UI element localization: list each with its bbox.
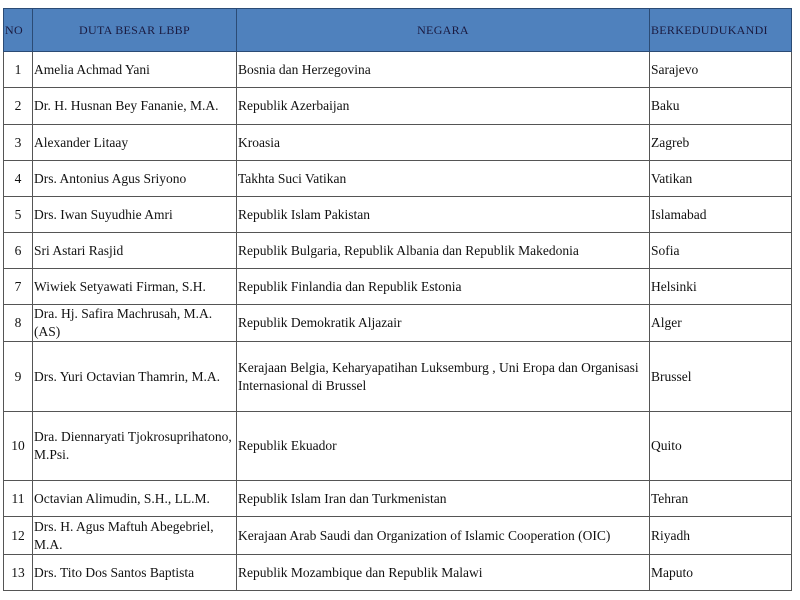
ambassador-name: Drs. Iwan Suyudhie Amri [33,197,237,233]
table-row [4,233,792,269]
table-row [4,88,792,125]
ambassador-name: Dra. Hj. Safira Machrusah, M.A. (AS) [33,305,237,342]
ambassador-name: Amelia Achmad Yani [33,52,237,88]
row-number: 4 [4,161,33,197]
seat-city: Tehran [650,481,792,517]
country: Republik Mozambique dan Republik Malawi [237,555,650,591]
row-number: 7 [4,269,33,305]
country: Republik Islam Pakistan [237,197,650,233]
ambassador-name: Drs. H. Agus Maftuh Abegebriel, M.A. [33,517,237,555]
row-number: 12 [4,517,33,555]
country: Kroasia [237,125,650,161]
row-number: 9 [4,342,33,412]
table-row [4,555,792,591]
country: Republik Ekuador [237,412,650,481]
seat-city: Alger [650,305,792,342]
ambassador-name: Drs. Tito Dos Santos Baptista [33,555,237,591]
column-header-ambassador: DUTA BESAR LBBP [33,9,237,52]
country: Republik Islam Iran dan Turkmenistan [237,481,650,517]
country: Republik Azerbaijan [237,88,650,125]
country: Republik Finlandia dan Republik Estonia [237,269,650,305]
seat-city: Helsinki [650,269,792,305]
seat-city: Sofia [650,233,792,269]
seat-city: Baku [650,88,792,125]
ambassador-table [3,8,792,591]
seat-city: Zagreb [650,125,792,161]
country: Kerajaan Arab Saudi dan Organization of Islamic Cooperation (OIC) [237,517,650,555]
ambassador-name: Drs. Yuri Octavian Thamrin, M.A. [33,342,237,412]
ambassador-name: Octavian Alimudin, S.H., LL.M. [33,481,237,517]
country: Republik Demokratik Aljazair [237,305,650,342]
table-row [4,412,792,481]
table-row [4,269,792,305]
row-number: 5 [4,197,33,233]
ambassador-name: Drs. Antonius Agus Sriyono [33,161,237,197]
table-row [4,342,792,412]
ambassador-name: Dra. Diennaryati Tjokrosuprihatono, M.Psi. [33,412,237,481]
ambassador-name: Sri Astari Rasjid [33,233,237,269]
seat-city: Islamabad [650,197,792,233]
country: Kerajaan Belgia, Keharyapatihan Luksemburg , Uni Eropa dan Organisasi Internasional di Brussel [237,342,650,412]
ambassador-name: Dr. H. Husnan Bey Fananie, M.A. [33,88,237,125]
ambassador-name: Wiwiek Setyawati Firman, S.H. [33,269,237,305]
table-row [4,517,792,555]
country: Republik Bulgaria, Republik Albania dan Republik Makedonia [237,233,650,269]
seat-city: Vatikan [650,161,792,197]
row-number: 2 [4,88,33,125]
column-header-country: NEGARA [237,9,650,52]
row-number: 8 [4,305,33,342]
row-number: 3 [4,125,33,161]
column-header-no: NO [4,9,33,52]
row-number: 11 [4,481,33,517]
seat-city: Sarajevo [650,52,792,88]
seat-city: Quito [650,412,792,481]
table-row [4,125,792,161]
seat-city: Brussel [650,342,792,412]
table-row [4,52,792,88]
seat-city: Maputo [650,555,792,591]
table-row [4,481,792,517]
table-row [4,197,792,233]
seat-city: Riyadh [650,517,792,555]
column-header-seat: BERKEDUDUKANDI [650,9,792,52]
country: Takhta Suci Vatikan [237,161,650,197]
row-number: 13 [4,555,33,591]
table-row [4,161,792,197]
row-number: 6 [4,233,33,269]
country: Bosnia dan Herzegovina [237,52,650,88]
table-header-row [4,9,792,52]
row-number: 10 [4,412,33,481]
ambassador-name: Alexander Litaay [33,125,237,161]
table-row [4,305,792,342]
row-number: 1 [4,52,33,88]
